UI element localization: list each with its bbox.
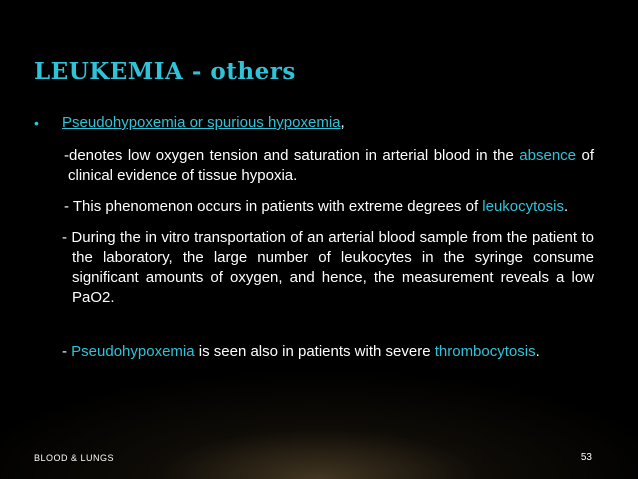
paragraph-definition	[34, 146, 594, 186]
paragraph-mechanism: - During the in vitro transportation of an arterial blood sample from the patient to the laboratory, the large number of leukocytes in the syringe consume significant amounts of oxygen, and hence, the measurement reveals a low PaO2.	[62, 229, 594, 306]
paragraph-phenomenon	[34, 197, 594, 217]
paragraph-thrombocytosis-suffix: .	[535, 343, 540, 360]
paragraph-thrombocytosis	[34, 342, 594, 362]
highlight-thrombocytosis: thrombocytosis	[434, 343, 536, 360]
heading-suffix: ,	[340, 114, 345, 131]
footer-label: BLOOD & LUNGS	[34, 453, 115, 463]
page-number: 53	[580, 452, 592, 463]
paragraph-phenomenon-part2: .	[563, 198, 569, 215]
paragraph-definition-part2: of clinical evidence of tissue hypoxia.	[68, 147, 594, 184]
bullet-icon: •	[34, 115, 39, 131]
heading-term: Pseudohypoxemia or spurious hypoxemia	[62, 114, 341, 131]
highlight-pseudohypoxemia: Pseudohypoxemia	[71, 343, 195, 360]
bullet-heading	[34, 113, 594, 133]
slide-content	[34, 113, 594, 362]
paragraph-definition-part1: -denotes low oxygen tension and saturation in arterial blood in the	[64, 147, 520, 164]
highlight-absence: absence	[519, 147, 577, 164]
paragraph-phenomenon-part1: - This phenomenon occurs in patients with extreme degrees of	[64, 198, 483, 215]
paragraph-thrombocytosis-prefix: -	[62, 343, 72, 360]
paragraph-thrombocytosis-middle: is seen also in patients with severe	[194, 343, 435, 360]
highlight-leukocytosis: leukocytosis	[482, 198, 564, 215]
slide-title: LEUKEMIA - others	[34, 58, 296, 85]
